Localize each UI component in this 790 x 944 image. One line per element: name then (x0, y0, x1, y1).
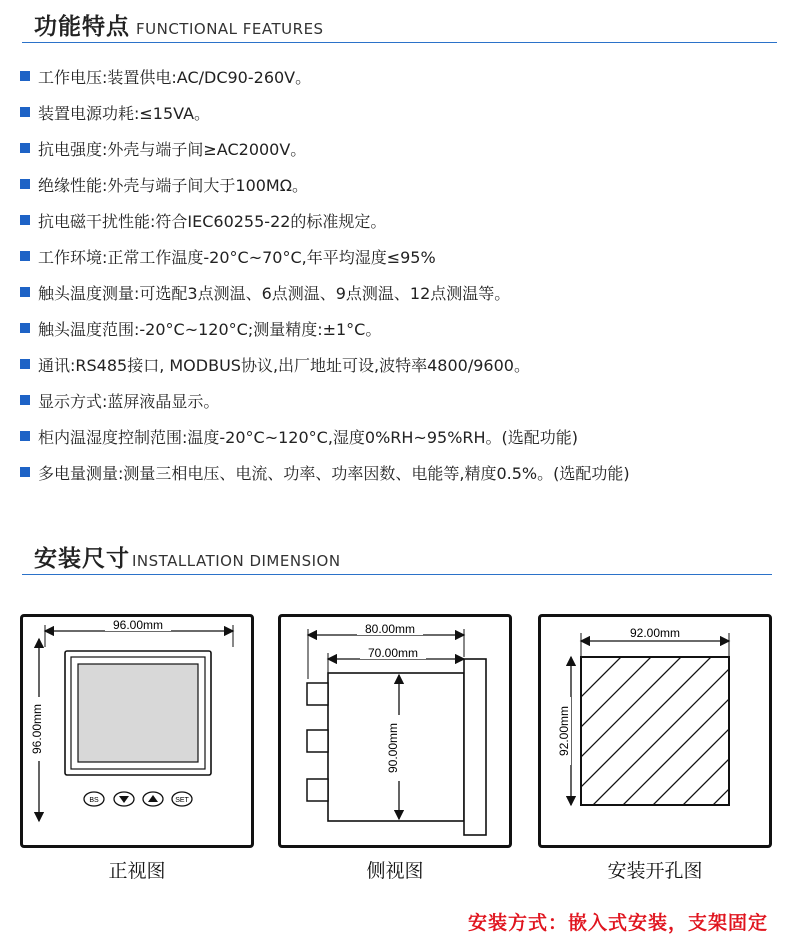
total-depth-label: 80.00mm (364, 622, 416, 636)
square-bullet-icon (20, 179, 30, 189)
feature-item (20, 274, 630, 310)
terminal-block (307, 730, 328, 752)
side-view-caption: 侧视图 (366, 860, 424, 882)
features-title-cn: 功能特点 (34, 14, 130, 40)
square-bullet-icon (20, 287, 30, 297)
lcd-screen (78, 664, 198, 762)
front-view-drawing (23, 617, 251, 845)
button-set (172, 792, 192, 806)
feature-text: 工作环境:正常工作温度-20°C~70°C,年平均湿度≤95% (38, 247, 436, 267)
square-bullet-icon (20, 143, 30, 153)
feature-text: 显示方式:蓝屏液晶显示。 (38, 391, 220, 411)
front-view-caption: 正视图 (108, 860, 166, 882)
side-view-panel (278, 614, 512, 848)
side-view-drawing (281, 617, 509, 845)
height-label: 90.00mm (386, 722, 400, 774)
terminal-block (307, 683, 328, 705)
feature-item (20, 310, 630, 346)
width-label: 96.00mm (112, 618, 164, 632)
feature-item (20, 238, 630, 274)
button-bs (84, 792, 104, 806)
feature-item (20, 418, 630, 454)
feature-item (20, 202, 630, 238)
feature-text: 触头温度测量:可选配3点测温、6点测温、9点测温、12点测温等。 (38, 283, 511, 303)
feature-item (20, 58, 630, 94)
cutout-view-panel (538, 614, 772, 848)
feature-text: 抗电磁干扰性能:符合IEC60255-22的标准规定。 (38, 211, 387, 231)
button-down (114, 792, 134, 806)
feature-item (20, 346, 630, 382)
cutout-square (581, 657, 729, 805)
feature-item (20, 94, 630, 130)
square-bullet-icon (20, 71, 30, 81)
feature-item (20, 454, 630, 490)
height-label: 96.00mm (30, 703, 44, 755)
feature-item (20, 382, 630, 418)
front-flange (464, 659, 486, 835)
feature-text: 多电量测量:测量三相电压、电流、功率、功率因数、电能等,精度0.5%。(选配功能) (38, 463, 630, 483)
feature-item (20, 130, 630, 166)
square-bullet-icon (20, 431, 30, 441)
feature-text: 柜内温湿度控制范围:温度-20°C~120°C,湿度0%RH~95%RH。(选配功能) (38, 427, 579, 447)
square-bullet-icon (20, 107, 30, 117)
feature-text: 触头温度范围:-20°C~120°C;测量精度:±1°C。 (38, 319, 382, 339)
features-title (34, 8, 324, 41)
square-bullet-icon (20, 395, 30, 405)
svg-text:SET: SET (175, 797, 189, 804)
install-title (34, 540, 341, 573)
features-list (20, 58, 630, 490)
square-bullet-icon (20, 359, 30, 369)
feature-text: 装置电源功耗:≤15VA。 (38, 103, 211, 123)
feature-text: 抗电强度:外壳与端子间≥AC2000V。 (38, 139, 307, 159)
feature-item (20, 166, 630, 202)
install-title-en: INSTALLATION DIMENSION (132, 552, 341, 570)
installation-method-note: 安装方式：嵌入式安装，支架固定 (467, 912, 768, 934)
svg-text:BS: BS (89, 797, 99, 804)
install-title-cn: 安装尺寸 (34, 546, 130, 572)
cutout-width-label: 92.00mm (629, 626, 681, 640)
feature-text: 通讯:RS485接口, MODBUS协议,出厂地址可设,波特率4800/9600。 (38, 355, 530, 375)
button-up (143, 792, 163, 806)
square-bullet-icon (20, 215, 30, 225)
cutout-height-label: 92.00mm (557, 705, 571, 757)
terminal-block (307, 779, 328, 801)
cutout-view-drawing (541, 617, 769, 845)
cutout-view-caption: 安装开孔图 (607, 860, 703, 882)
square-bullet-icon (20, 323, 30, 333)
features-title-en: FUNCTIONAL FEATURES (136, 20, 324, 38)
front-view-panel (20, 614, 254, 848)
feature-text: 工作电压:装置供电:AC/DC90-260V。 (38, 67, 312, 87)
feature-text: 绝缘性能:外壳与端子间大于100MΩ。 (38, 175, 308, 195)
square-bullet-icon (20, 467, 30, 477)
features-divider (22, 42, 777, 43)
install-divider (22, 574, 772, 575)
square-bullet-icon (20, 251, 30, 261)
body-depth-label: 70.00mm (367, 646, 419, 660)
